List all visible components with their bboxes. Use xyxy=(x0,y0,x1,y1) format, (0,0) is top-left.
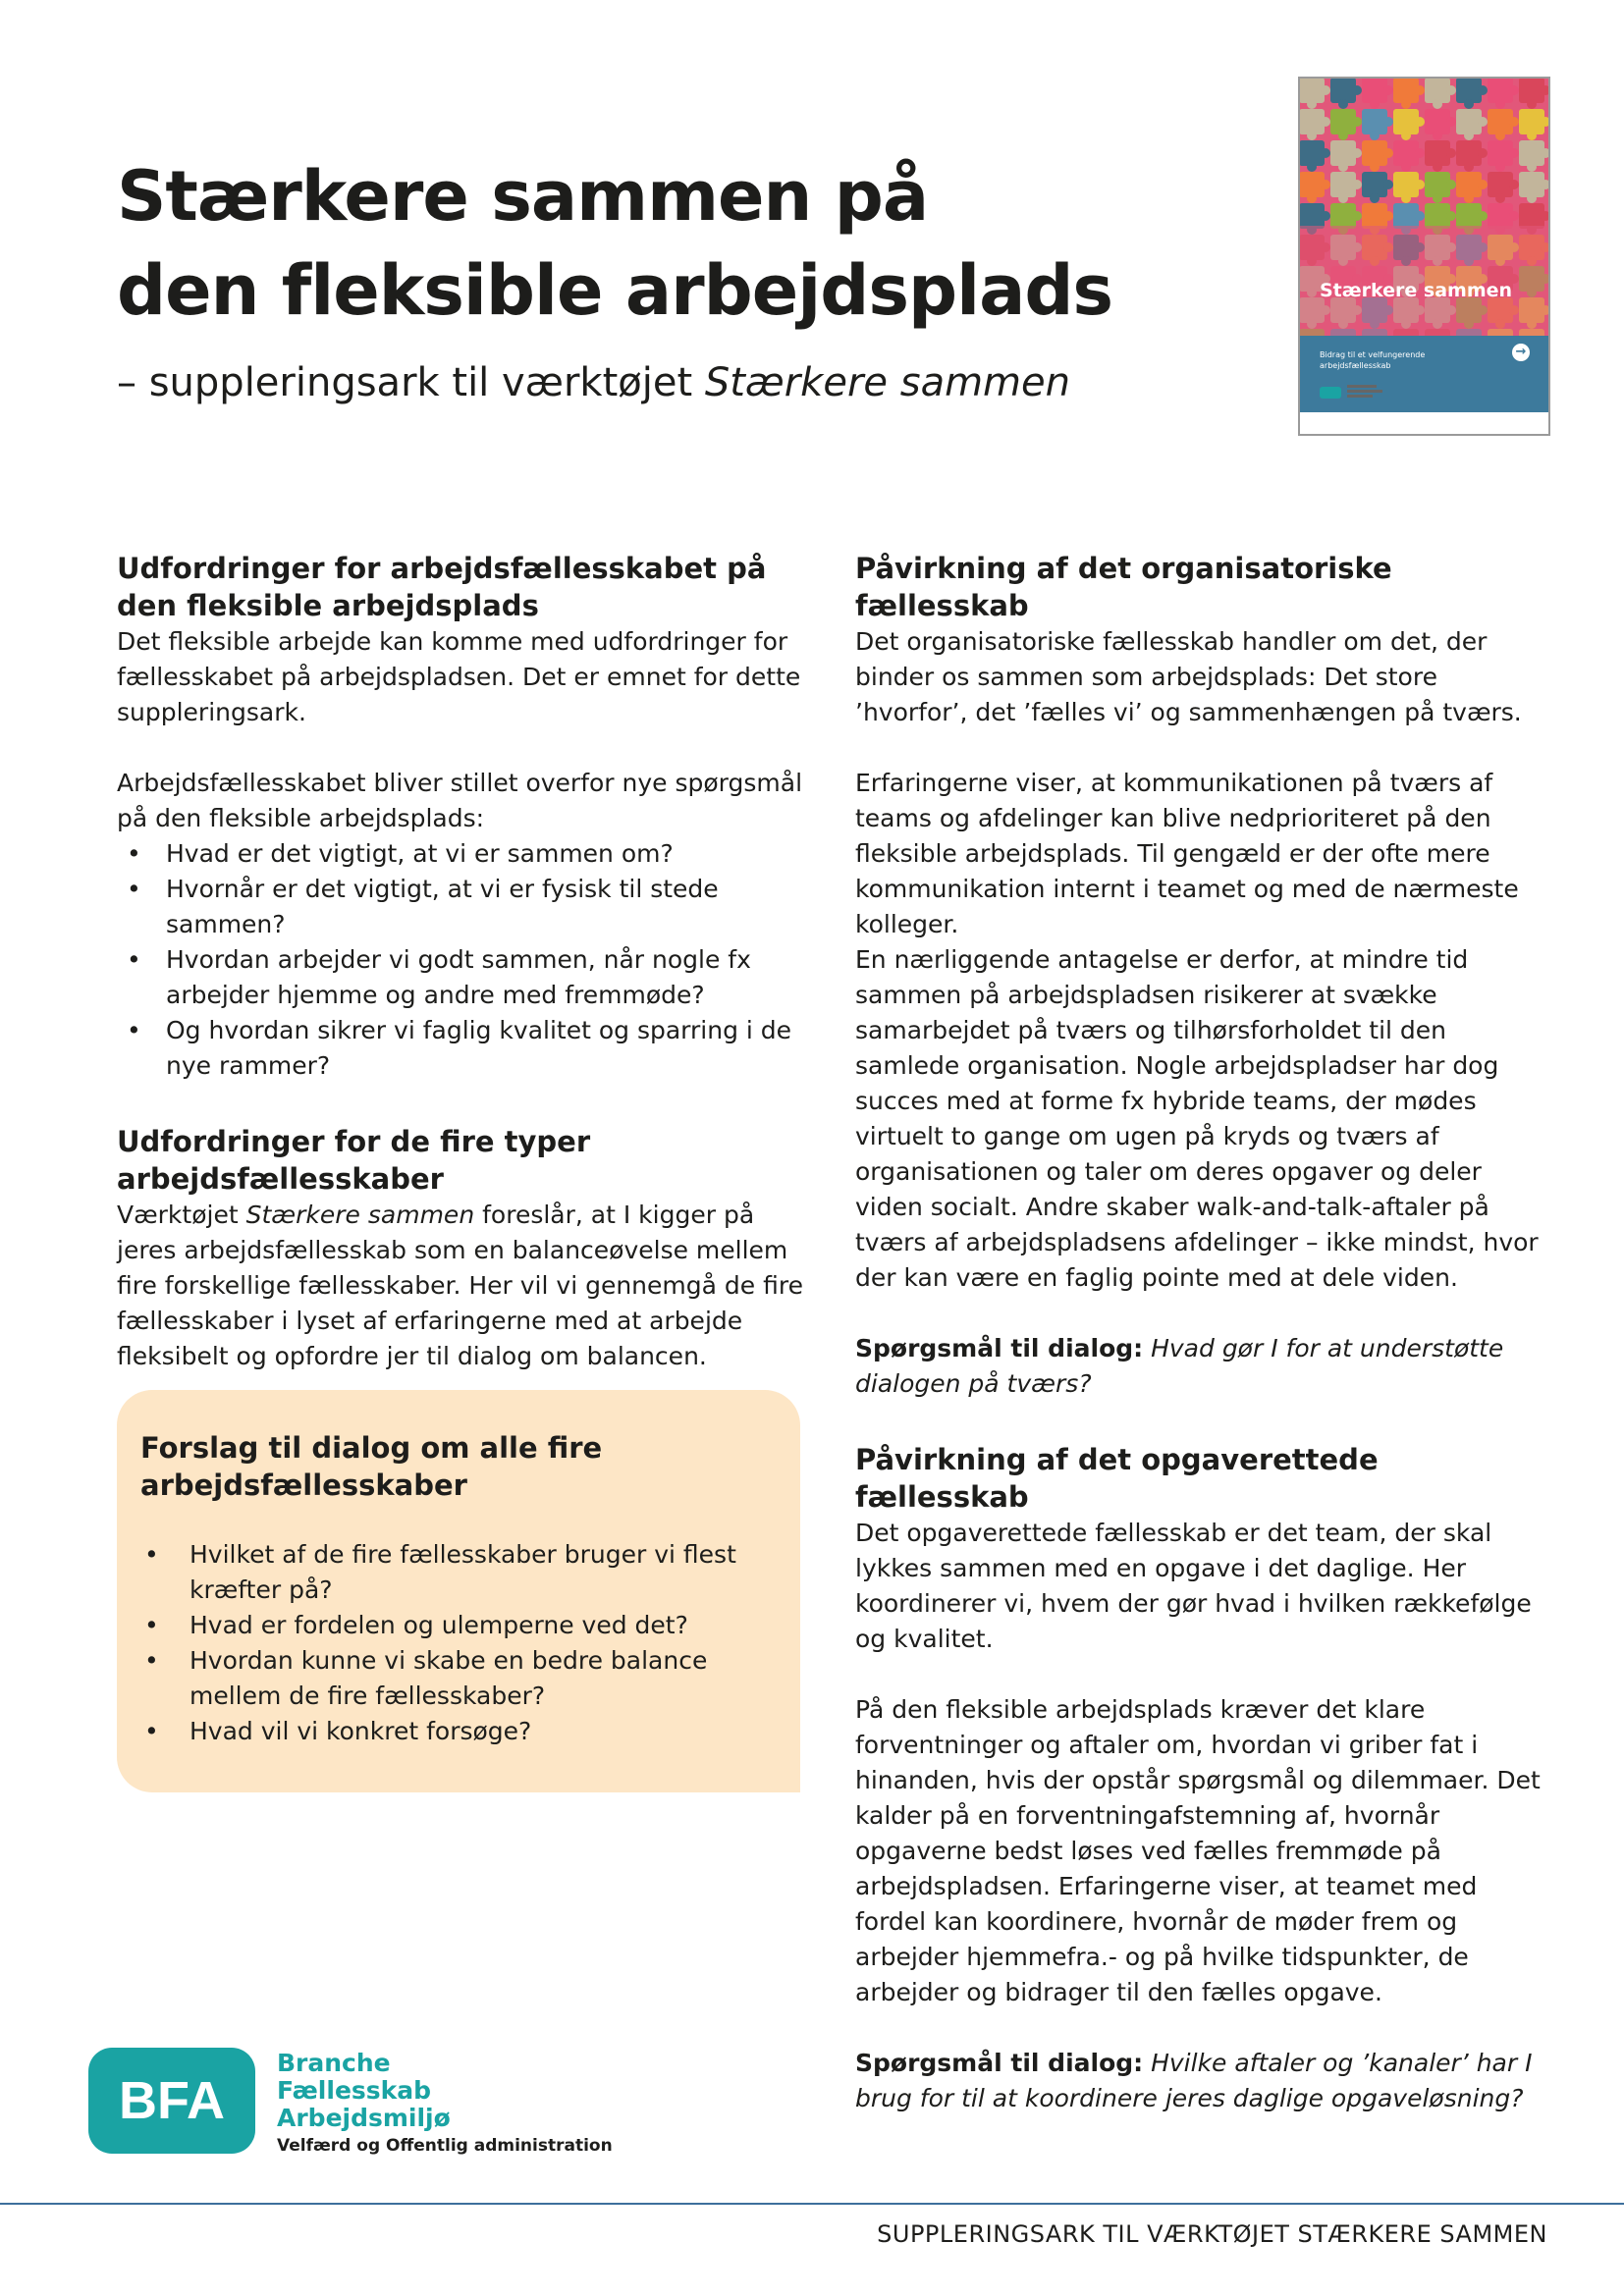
list-item: • Hvordan arbejder vi godt sammen, når nogle fx arbejder hjemme og andre med fremmøde? xyxy=(117,942,804,1013)
bfa-logo: BFA xyxy=(88,2048,255,2154)
question-list xyxy=(117,836,804,1084)
section-heading-task: Påvirkning af det opgaverettede fællesskab xyxy=(855,1443,1379,1514)
cover-band xyxy=(1300,336,1548,412)
box-list xyxy=(140,1537,769,1749)
left-column xyxy=(117,550,804,1374)
paragraph: Det opgaverettede fællesskab er det team, der skal lykkes sammen med en opgave i det daglige. Her koordinerer vi, hvem der gør hvad i hvilken rækkefølge og kvalitet. xyxy=(855,1519,1532,1653)
page-title xyxy=(117,149,1197,338)
title-line-2: den fleksible arbejdsplads xyxy=(117,250,1113,331)
dialog-question: Spørgsmål til dialog: Hvad gør I for at understøtte dialogen på tværs? xyxy=(855,1334,1504,1398)
box-heading: Forslag til dialog om alle fire arbejdsfællesskaber xyxy=(140,1431,603,1502)
dialog-question: Spørgsmål til dialog: Hvilke aftaler og ’kanaler’ har I brug for til at koordinere jeres daglige opgaveløsning? xyxy=(855,2049,1533,2112)
paragraph: Det organisatoriske fællesskab handler om det, der binder os sammen som arbejdsplads: Det store ’hvorfor’, det ’fælles vi’ og sammenhængen på tværs. xyxy=(855,627,1522,726)
list-item: • Hvad vil vi konkret forsøge? xyxy=(140,1714,769,1749)
page-subtitle xyxy=(117,355,1070,410)
subtitle-italic: Stærkere sammen xyxy=(704,360,1070,405)
title-line-1: Stærkere sammen på xyxy=(117,156,929,237)
mini-logo-lines xyxy=(1347,385,1382,400)
running-footer: SUPPLERINGSARK TIL VÆRKTØJET STÆRKERE SAMMEN xyxy=(877,2220,1547,2248)
org-subtitle: Velfærd og Offentlig administration xyxy=(277,2136,613,2156)
right-column xyxy=(855,550,1543,2116)
paragraph: Det fleksible arbejde kan komme med udfordringer for fællesskabet på arbejdspladsen. Det er emnet for dette suppleringsark. xyxy=(117,627,801,726)
list-item: • Hvad er fordelen og ulemperne ved det? xyxy=(140,1608,769,1643)
section-heading-challenges: Udfordringer for arbejdsfællesskabet på den fleksible arbejdsplads xyxy=(117,552,767,622)
list-item: • Hvornår er det vigtigt, at vi er fysisk til stede sammen? xyxy=(117,872,804,942)
footer-divider xyxy=(0,2203,1624,2205)
dialog-suggestion-box xyxy=(117,1390,800,1792)
mini-logo-icon xyxy=(1320,387,1341,399)
list-item: • Hvad er det vigtigt, at vi er sammen om? xyxy=(117,836,804,872)
paragraph: Erfaringerne viser, at kommunikationen på tværs af teams og afdelinger kan blive nedprioriteret på den fleksible arbejdsplads. Til gengæld er der ofte mere kommunikation internt i teamet og med de nærmeste kolleger. xyxy=(855,769,1519,938)
paragraph: En nærliggende antagelse er derfor, at mindre tid sammen på arbejdspladsen risikerer at svække samarbejdet på tværs og tilhørsforholdet til den samlede organisation. Nogle arbejdspladser har dog succes med at forme fx hybride teams, der mødes virtuelt to gange om ugen på kryds og tværs af organisationen og taler om deres opgaver og deler viden socialt. Andre skaber walk-and-talk-aftaler på tværs af arbejdspladsens afdelinger – ikke mindst, hvor der kan være en faglig pointe med at dele viden. xyxy=(855,945,1539,1292)
cover-text: Bidrag til et velfungerende arbejdsfællesskab xyxy=(1320,350,1426,370)
subtitle-prefix: – suppleringsark til værktøjet xyxy=(117,360,705,405)
list-item: • Og hvordan sikrer vi faglig kvalitet og sparring i de nye rammer? xyxy=(117,1013,804,1084)
arrow-right-icon: → xyxy=(1512,344,1530,361)
paragraph: Arbejdsfællesskabet bliver stillet overfor nye spørgsmål på den fleksible arbejdsplads: xyxy=(117,769,803,832)
list-item: • Hvilket af de fire fællesskaber bruger vi flest kræfter på? xyxy=(140,1537,769,1608)
section-heading-organisational: Påvirkning af det organisatoriske fællesskab xyxy=(855,552,1392,622)
list-item: • Hvordan kunne vi skabe en bedre balance mellem de fire fællesskaber? xyxy=(140,1643,769,1714)
cover-thumbnail xyxy=(1298,77,1550,436)
paragraph: Værktøjet Stærkere sammen foreslår, at I kigger på jeres arbejdsfællesskab som en balanceøvelse mellem fire forskellige fællesskaber. Her vil vi gennemgå de fire fællesskaber i lyset af erfaringerne med at arbejde fleksibelt og opfordre jer til dialog om balancen. xyxy=(117,1201,803,1370)
org-name: Branche Fællesskab Arbejdsmiljø xyxy=(277,2049,451,2132)
paragraph: På den fleksible arbejdsplads kræver det klare forventninger og aftaler om, hvordan vi griber fat i hinanden, hvis der opstår spørgsmål og dilemmaer. Det kalder på en forventningafstemning af, hvornår opgaverne bedst løses ved fælles fremmøde på arbejdspladsen. Erfaringerne viser, at teamet med fordel kan koordinere, hvornår de møder frem og arbejder hjemmefra.- og på hvilke tidspunkter, de arbejder og bidrager til den fælles opgave. xyxy=(855,1695,1541,2006)
cover-title: Stærkere sammen xyxy=(1320,280,1513,301)
section-heading-four-types: Udfordringer for de fire typer arbejdsfællesskaber xyxy=(117,1125,591,1196)
